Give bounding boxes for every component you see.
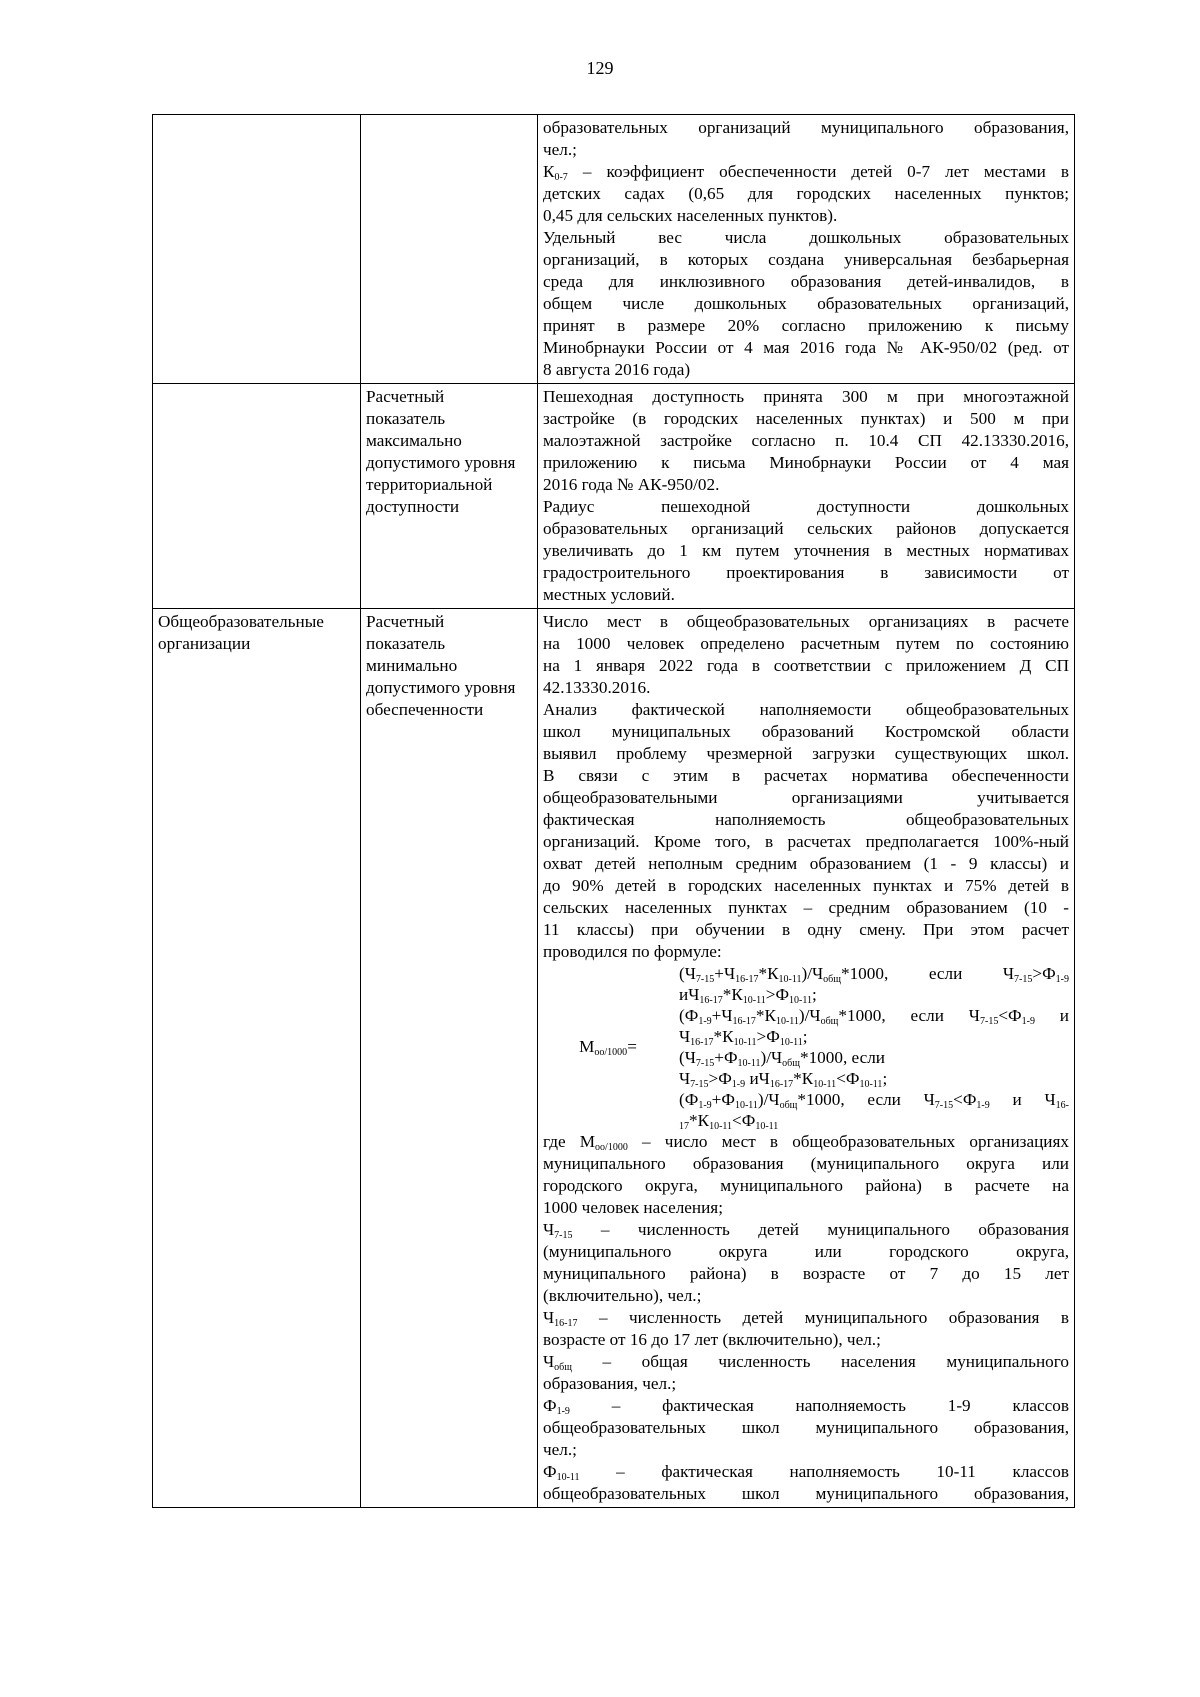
formula-rhs: $(Ч_{7-15}+Ч_{16-17}*К_{10-11})/Ч_{общ}*1000$, если $Ч_{7-15}>Ф_{1-9}$ $иЧ_{16-17}*К_{10-11}>Ф_{10-11}$; $(Ф_{1-9}+Ч_{16-17}*К_{10-11})/Ч_{общ}*1000$, если $Ч_{7-15}<Ф_{1-9}$ и $Ч_{16-17}*К_{10-11}>Ф_{10-11}$; $(Ч_{7-15}+Ф_{10-11})/Ч_{общ}*1000$, если $Ч_{7-15}>Ф_{1-9}$ $иЧ_{16-17}*К_{10-11}<Ф_{10-11}$; $(Ф_{1-9}+Ф_{10-11})/Ч_{общ}*1000$, если $Ч_{7-15}<Ф_{1-9}$ и $Ч_{16-}$ $_{17}*К_{10-11}<Ф_{10-11}$ bbox=[679, 964, 1070, 1132]
cell-justification: Число мест в общеобразовательных организациях в расчете на 1000 человек определено расчетным путем по состоянию на 1 января 2022 года в соответствии с приложением Д СП 42.13330.2016. Анализ фактической наполняемости общеобразовательных школ муниципальных образований Костромской области выявил проблему чрезмерной загрузки существующих школ. В связи с этим в расчетах норматива обеспеченности общеобразовательными организациями учитывается фактическая наполняемость общеобразовательных организаций. Кроме того, в расчетах предполагается 100%-ный охват детей неполным средним образованием (1 - 9 классы) и до 90% детей в городских населенных пунктах и 75% детей в сельских населенных пунктах – средним образованием (10 - 11 классы) при обучении в одну смену. При этом расчет проводился по формуле: $М_{оо/1000}=$ $(Ч_{7-15}+Ч_{16-17}*К_{10-11})/Ч_{общ}*1000$, если $Ч_{7-15}>Ф_{1-9}$ $иЧ_{16-17}*К_{10-11}>Ф_{10-11}$; $(Ф_{1-9}+Ч_{16-17}*К_{10-11})/Ч_{общ}*1000$, если $Ч_{7-15}<Ф_{1-9}$ и $Ч_{16-17}*К_{10-11}>Ф_{10-11}$; $(Ч_{7-15}+Ф_{10-11})/Ч_{общ}*1000$, если $Ч_{7-15}>Ф_{1-9}$ $иЧ_{16-17}*К_{10-11}<Ф_{10-11}$; $(Ф_{1-9}+Ф_{10-11})/Ч_{общ}*1000$, если $Ч_{7-15}<Ф_{1-9}$ и $Ч_{16-}$ $_{17}*К_{10-11}<Ф_{10-11}$ где $М_{оо/1000}$ – число мест в общеобразовательных организациях муниципального образования (муниципального округа или городского округа, муниципального района) в расчете на 1000 человек населения; $Ч_{7-15}$ – численность детей муниципального образования (муниципального округа или городского округа, муниципального района) в возрасте от 7 до 15 лет (включительно), чел.; $Ч_{16-17}$ – численность детей муниципального образования в возрасте от 16 до 17 лет (включительно), чел.; $Ч_{общ}$ – общая численность населения муниципального образования, чел.; $Ф_{1-9}$ – фактическая наполняемость 1-9 классов общеобразовательных школ муниципального образования, чел.; $Ф_{10-11}$ – фактическая наполняемость 10-11 классов общеобразовательных школ муниципального образования, bbox=[538, 609, 1075, 1508]
page-number: 129 bbox=[586, 58, 614, 78]
formula-lhs: $М_{оо/1000}=$ bbox=[579, 1037, 637, 1058]
norms-table bbox=[152, 114, 1075, 1508]
cell-justification: Пешеходная доступность принята 300 м при многоэтажной застройке (в городских населенных пунктах) и 500 м при малоэтажной застройке согласно п. 10.4 СП 42.13330.2016, приложению к письма Минобрнауки России от 4 мая 2016 года № АК-950/02. Радиус пешеходной доступности дошкольных образовательных организаций сельских районов допускается увеличивать до 1 км путем уточнения в местных нормативах градостроительного проектирования в зависимости от местных условий. bbox=[538, 384, 1075, 609]
table-row bbox=[153, 115, 1075, 384]
table-row bbox=[153, 384, 1075, 609]
cell-indicator: Расчетный показатель максимально допустимого уровня территориальной доступности bbox=[361, 384, 538, 609]
cell-object-type bbox=[153, 384, 361, 609]
cell-indicator: Расчетный показатель минимально допустимого уровня обеспеченности bbox=[361, 609, 538, 1508]
table-row bbox=[153, 609, 1075, 1508]
formula bbox=[543, 963, 1069, 1131]
cell-justification: образовательных организаций муниципального образования, чел.; $К_{0-7}$ – коэффициент обеспеченности детей 0-7 лет местами в детских садах (0,65 для городских населенных пунктов; 0,45 для сельских населенных пунктов). Удельный вес числа дошкольных образовательных организаций, в которых создана универсальная безбарьерная среда для инклюзивного образования детей-инвалидов, в общем числе дошкольных образовательных организаций, принят в размере 20% согласно приложению к письму Минобрнауки России от 4 мая 2016 года № АК-950/02 (ред. от 8 августа 2016 года) bbox=[538, 115, 1075, 384]
variables-explanation: где $М_{оо/1000}$ – число мест в общеобразовательных организациях муниципального образования (муниципального округа или городского округа, муниципального района) в расчете на 1000 человек населения; $Ч_{7-15}$ – численность детей муниципального образования (муниципального округа или городского округа, муниципального района) в возрасте от 7 до 15 лет (включительно), чел.; $Ч_{16-17}$ – численность детей муниципального образования в возрасте от 16 до 17 лет (включительно), чел.; $Ч_{общ}$ – общая численность населения муниципального образования, чел.; $Ф_{1-9}$ – фактическая наполняемость 1-9 классов общеобразовательных школ муниципального образования, чел.; $Ф_{10-11}$ – фактическая наполняемость 10-11 классов общеобразовательных школ муниципального образования, bbox=[543, 1132, 1069, 1503]
cell-indicator bbox=[361, 115, 538, 384]
cell-object-type: Общеобразовательные организации bbox=[153, 609, 361, 1508]
cell-object-type bbox=[153, 115, 361, 384]
